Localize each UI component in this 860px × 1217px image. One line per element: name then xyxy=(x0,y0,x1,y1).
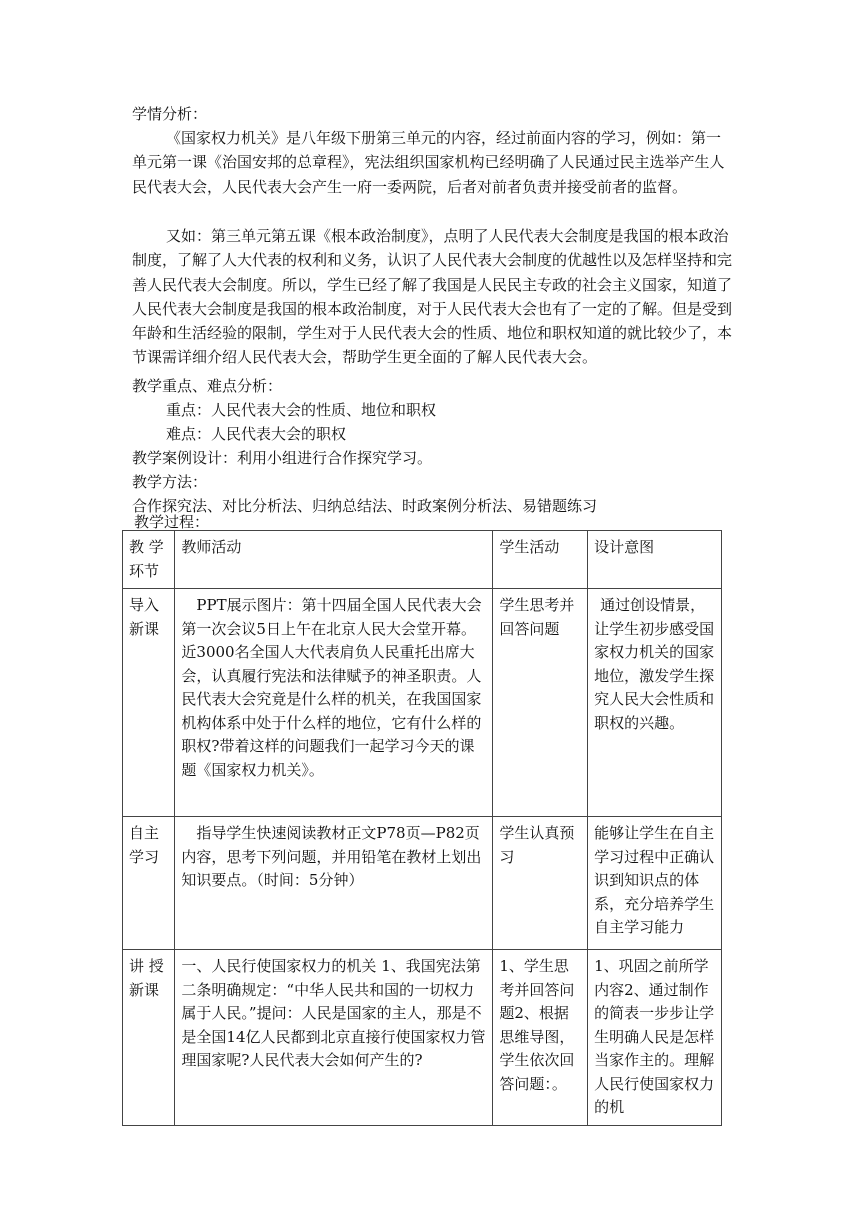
row-stage: 讲 授新课 xyxy=(123,950,175,1126)
analysis-paragraph-2-text: 又如：第三单元第五课《根本政治制度》，点明了人民代表大会制度是我国的根本政治制度，了解了人大代表的权利和义务，认识了人民代表大会制度的优越性以及怎样坚持和完善人民代表大会制度。所以，学生已经了解了我国是人民民主专政的社会主义国家，知道了人民代表大会制度是我国的根本政治制度，对于人民代表大会也有了一定的了解。但是受到年龄和生活经验的限制，学生对于人民代表大会的性质、地位和职权知道的就比较少了，本节课需详细介绍人民代表大会，帮助学生更全面的了解人民代表大会。 xyxy=(132,227,733,367)
key-heading: 教学重点、难点分析： xyxy=(132,377,283,395)
table-header-row xyxy=(123,531,722,589)
process-heading: 教学过程： xyxy=(134,513,210,531)
key-point: 重点：人民代表大会的性质、地位和职权 xyxy=(166,401,437,419)
teaching-process-table xyxy=(122,530,722,1126)
header-teacher-activity: 教师活动 xyxy=(175,531,493,589)
row-teacher-activity: 一、人民行使国家权力的机关 1、我国宪法第二条明确规定：“中华人民共和国的一切权力属于人民。”提问：人民是国家的主人，那是不是全国14亿人民都到北京直接行使国家权力管理国家呢?人民代表大会如何产生的? xyxy=(175,950,493,1126)
header-student-activity: 学生活动 xyxy=(493,531,588,589)
case-design: 教学案例设计：利用小组进行合作探究学习。 xyxy=(132,449,433,467)
difficult-point: 难点：人民代表大会的职权 xyxy=(166,425,347,443)
row-design-intent: 通过创设情景，让学生初步感受国家权力机关的国家地位，激发学生探究人民大会性质和职权的兴趣。 xyxy=(588,589,722,817)
table-row xyxy=(123,817,722,950)
header-design-intent: 设计意图 xyxy=(588,531,722,589)
row-student-activity: 学生认真预习 xyxy=(493,817,588,950)
table-row xyxy=(123,589,722,817)
header-stage: 教 学环节 xyxy=(123,531,175,589)
row-student-activity: 1、学生思考并回答问题2、根据思维导图，学生依次回答问题：。 xyxy=(493,950,588,1126)
row-design-intent: 能够让学生在自主学习过程中正确认识到知识点的体系，充分培养学生自主学习能力 xyxy=(588,817,722,950)
row-teacher-activity: PPT展示图片：第十四届全国人民代表大会第一次会议5日上午在北京人民大会堂开幕。近3000名全国人大代表肩负人民重托出席大会，认真履行宪法和法律赋予的神圣职责。人民代表大会究竟是什么样的机关，在我国国家机构体系中处于什么样的地位，它有什么样的职权?带着这样的问题我们一起学习今天的课题《国家权力机关》。 xyxy=(175,589,493,817)
row-stage: 导入新课 xyxy=(123,589,175,817)
analysis-paragraph-1 xyxy=(132,126,732,199)
row-design-intent: 1、巩固之前所学内容2、通过制作的简表一步步让学生明确人民是怎样当家作主的。理解人民行使国家权力的机 xyxy=(588,950,722,1126)
analysis-paragraph-2 xyxy=(132,224,732,370)
analysis-paragraph-1-text: 《国家权力机关》是八年级下册第三单元的内容，经过前面内容的学习，例如：第一单元第一课《治国安邦的总章程》，宪法组织国家机构已经明确了人民通过民主选举产生人民代表大会，人民代表大会产生一府一委两院，后者对前者负责并接受前者的监督。 xyxy=(132,129,725,196)
row-stage: 自主学习 xyxy=(123,817,175,950)
methods-heading: 教学方法： xyxy=(132,473,208,491)
row-student-activity: 学生思考并回答问题 xyxy=(493,589,588,817)
row-teacher-activity: 指导学生快速阅读教材正文P78页—P82页内容，思考下列问题，并用铅笔在教材上划出知识要点。（时间：5分钟） xyxy=(175,817,493,950)
methods-list: 合作探究法、对比分析法、归纳总结法、时政案例分析法、易错题练习 xyxy=(132,497,598,515)
analysis-heading: 学情分析： xyxy=(132,105,208,123)
table-row xyxy=(123,950,722,1126)
